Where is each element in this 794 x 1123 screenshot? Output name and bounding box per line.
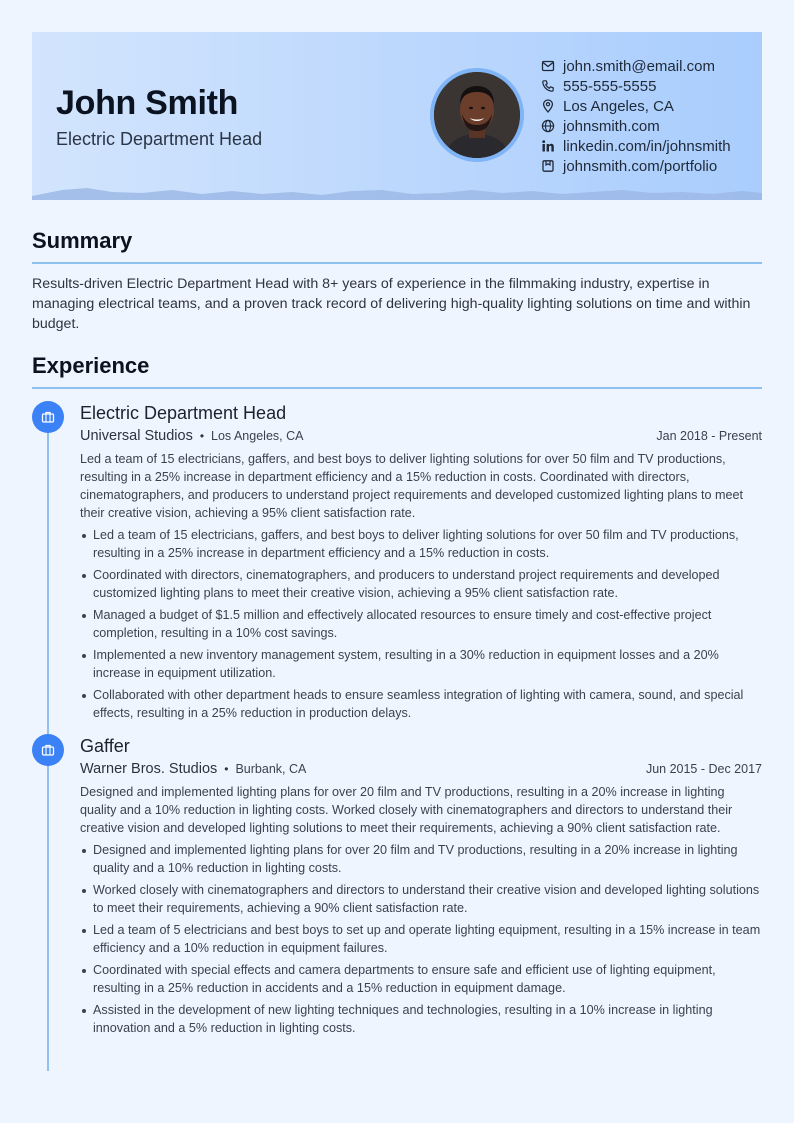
briefcase-icon [41,410,55,424]
contact-linkedin[interactable] [541,136,731,156]
contact-portfolio-text: johnsmith.com/portfolio [563,157,718,175]
list-item: Assisted in the development of new lighting techniques and technologies, resulting in a 10% increase in lighting innovation and a 5% reduction in lighting costs. [80,1001,762,1037]
summary-section [32,228,762,334]
job-dates: Jun 2015 - Dec 2017 [645,762,762,776]
contact-website[interactable] [541,116,731,136]
contact-location [541,96,731,116]
experience-section [32,353,762,1041]
job-icon-circle [32,401,64,433]
separator-dot: • [224,762,229,776]
list-item: Led a team of 15 electricians, gaffers, and best boys to deliver lighting solutions for over 50 film and TV productions, resulting in a 25% increase in department efficiency and a 15% reduction in costs. [80,526,762,562]
briefcase-icon [41,743,55,757]
profile-photo-illustration [434,72,520,158]
list-item: Implemented a new inventory management system, resulting in a 30% reduction in equipment losses and a 20% increase in equipment utilization. [80,646,762,682]
contact-location-text: Los Angeles, CA [563,97,674,115]
list-item: Designed and implemented lighting plans for over 20 film and TV productions, resulting in a 20% increase in lighting quality and a 10% reduction in lighting costs. [80,841,762,877]
job-meta [80,760,762,782]
list-item: Coordinated with special effects and camera departments to ensure safe and efficient use of lighting equipment, resulting in a 25% reduction in accidents and a 15% reduction in equipment damage. [80,961,762,997]
experience-heading: Experience [32,353,762,389]
list-item: Managed a budget of $1.5 million and effectively allocated resources to ensure timely and cost-effective project completion, resulting in a 10% cost savings. [80,606,762,642]
contact-portfolio[interactable] [541,156,731,176]
phone-icon [541,79,555,93]
job-company: Warner Bros. Studios [80,761,218,777]
list-item: Coordinated with directors, cinematographers, and producers to understand project requirements and developed customized lighting plans to meet their creative vision, achieving a 95% client satisfaction rate. [80,566,762,602]
job-description: Designed and implemented lighting plans for over 20 film and TV productions, resulting in a 20% increase in lighting quality and a 10% reduction in lighting costs. Worked closely with cinematographers and directors to understand their creative vision and developed lighting solutions to meet their requirements, achieving a 90% client satisfaction rate. [80,785,733,835]
portfolio-icon [541,159,555,173]
candidate-title: Electric Department Head [56,129,263,149]
job-icon-circle [32,734,64,766]
list-item: Led a team of 5 electricians and best boys to set up and operate lighting equipment, resulting in a 15% increase in team efficiency and a 10% reduction in equipment failures. [80,921,762,957]
header-wave-decoration [32,184,762,200]
location-pin-icon [541,99,555,113]
summary-heading: Summary [32,228,762,264]
avatar [430,68,524,162]
job-location: Burbank, CA [235,762,307,776]
job-dates: Jan 2018 - Present [656,429,762,443]
candidate-name: John Smith [56,84,239,122]
list-item: Worked closely with cinematographers and directors to understand their creative vision and developed lighting solutions to meet their requirements, achieving a 90% client satisfaction rate. [80,881,762,917]
experience-timeline [32,401,762,1037]
contact-phone-text: 555-555-5555 [563,77,657,95]
contact-email[interactable] [541,56,731,76]
job-bullets [80,841,762,1037]
email-icon [541,59,555,73]
job-title: Gaffer [80,736,130,756]
separator-dot: • [199,429,205,443]
contact-list [541,56,731,176]
list-item: Collaborated with other department heads to ensure seamless integration of lighting with camera, sound, and special effects, resulting in a 25% reduction in production delays. [80,686,762,722]
contact-phone[interactable] [541,76,731,96]
job-entry [32,734,762,1037]
linkedin-icon [541,139,555,153]
contact-website-text: johnsmith.com [563,117,660,135]
resume-header [32,32,762,200]
job-entry [32,401,762,722]
contact-email-text: john.smith@email.com [563,57,715,75]
job-title: Electric Department Head [80,403,287,423]
globe-icon [541,119,555,133]
profile-photo [434,72,520,158]
contact-linkedin-text: linkedin.com/in/johnsmith [563,137,731,155]
job-location: Los Angeles, CA [211,429,304,443]
summary-text: Results-driven Electric Department Head with 8+ years of experience in the filmmaking industry, expertise in managing electrical teams, and a proven track record of delivering high-quality lighting solutions on time and within budget. [32,276,751,332]
job-meta [80,427,762,449]
job-description: Led a team of 15 electricians, gaffers, and best boys to deliver lighting solutions for over 50 film and TV productions, resulting in a 25% increase in department efficiency and a 15% reduction in costs. Coordinated with directors, cinematographers, and producers to understand project requirements and developed customized lighting plans to meet their creative vision, achieving a 95% client satisfaction rate. [80,452,743,520]
job-company: Universal Studios [80,428,193,444]
job-bullets [80,526,762,722]
